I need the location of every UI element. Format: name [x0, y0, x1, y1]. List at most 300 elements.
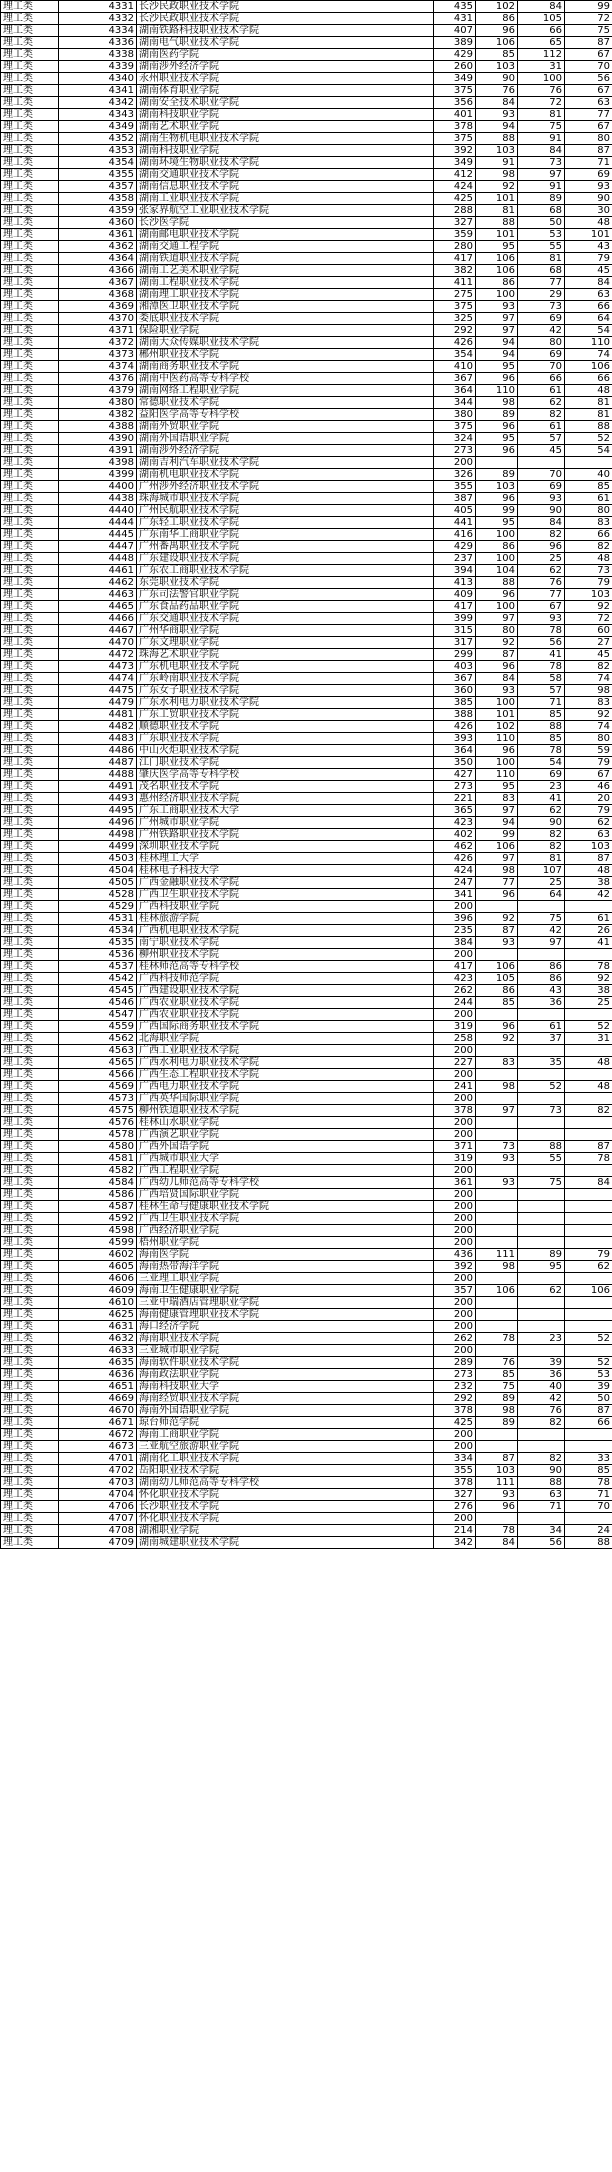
school-name-cell: 肇庆医学高等专科学校 — [137, 769, 434, 781]
score-4-cell: 80 — [565, 133, 612, 145]
score-4-cell: 72 — [565, 613, 612, 625]
score-2-cell — [476, 1429, 518, 1441]
school-name-cell: 湖南大众传媒职业技术学院 — [137, 337, 434, 349]
school-name-cell: 湖南铁道职业技术学院 — [137, 253, 434, 265]
score-4-cell: 79 — [565, 1249, 612, 1261]
total-score-cell: 200 — [434, 1069, 476, 1081]
score-2-cell: 98 — [476, 397, 518, 409]
table-row — [1, 685, 612, 697]
score-4-cell: 103 — [565, 589, 612, 601]
score-3-cell: 56 — [518, 1537, 565, 1549]
school-name-cell: 广东交通职业技术学院 — [137, 613, 434, 625]
category-cell: 理工类 — [1, 1501, 59, 1513]
category-cell: 理工类 — [1, 541, 59, 553]
school-code-cell: 4448 — [59, 553, 137, 565]
score-2-cell: 110 — [476, 385, 518, 397]
table-row — [1, 1429, 612, 1441]
score-2-cell: 106 — [476, 841, 518, 853]
score-4-cell: 63 — [565, 289, 612, 301]
total-score-cell: 241 — [434, 1081, 476, 1093]
school-name-cell: 湖南体育职业学院 — [137, 85, 434, 97]
score-4-cell: 61 — [565, 913, 612, 925]
school-name-cell: 广西城市职业大学 — [137, 1153, 434, 1165]
score-4-cell: 73 — [565, 565, 612, 577]
category-cell: 理工类 — [1, 1033, 59, 1045]
score-3-cell: 68 — [518, 205, 565, 217]
school-name-cell: 三亚航空旅游职业学院 — [137, 1441, 434, 1453]
score-2-cell — [476, 1201, 518, 1213]
school-code-cell: 4704 — [59, 1489, 137, 1501]
school-code-cell: 4339 — [59, 61, 137, 73]
school-code-cell: 4398 — [59, 457, 137, 469]
category-cell: 理工类 — [1, 1069, 59, 1081]
category-cell: 理工类 — [1, 229, 59, 241]
school-name-cell: 湖南城建职业技术学院 — [137, 1537, 434, 1549]
score-4-cell: 40 — [565, 469, 612, 481]
category-cell: 理工类 — [1, 361, 59, 373]
total-score-cell: 214 — [434, 1525, 476, 1537]
score-4-cell: 66 — [565, 301, 612, 313]
total-score-cell: 364 — [434, 385, 476, 397]
total-score-cell: 319 — [434, 1021, 476, 1033]
score-4-cell: 43 — [565, 241, 612, 253]
score-4-cell: 84 — [565, 277, 612, 289]
table-row — [1, 481, 612, 493]
score-2-cell: 95 — [476, 241, 518, 253]
school-code-cell: 4487 — [59, 757, 137, 769]
school-name-cell: 广西卫生职业技术学院 — [137, 889, 434, 901]
score-4-cell: 62 — [565, 1261, 612, 1273]
score-3-cell: 97 — [518, 937, 565, 949]
school-code-cell: 4499 — [59, 841, 137, 853]
score-4-cell — [565, 1093, 612, 1105]
score-3-cell: 91 — [518, 133, 565, 145]
total-score-cell: 385 — [434, 697, 476, 709]
total-score-cell: 344 — [434, 397, 476, 409]
category-cell: 理工类 — [1, 397, 59, 409]
total-score-cell: 349 — [434, 157, 476, 169]
score-2-cell — [476, 949, 518, 961]
school-code-cell: 4505 — [59, 877, 137, 889]
score-4-cell: 67 — [565, 49, 612, 61]
school-code-cell: 4368 — [59, 289, 137, 301]
score-4-cell: 87 — [565, 1405, 612, 1417]
total-score-cell: 382 — [434, 265, 476, 277]
category-cell: 理工类 — [1, 985, 59, 997]
score-2-cell: 96 — [476, 445, 518, 457]
score-3-cell: 84 — [518, 517, 565, 529]
school-name-cell: 广东文理职业学院 — [137, 637, 434, 649]
school-name-cell: 海南职业技术学院 — [137, 1333, 434, 1345]
table-row — [1, 1537, 612, 1549]
total-score-cell: 200 — [434, 1441, 476, 1453]
total-score-cell: 200 — [434, 1189, 476, 1201]
score-2-cell: 103 — [476, 145, 518, 157]
score-4-cell — [565, 1045, 612, 1057]
score-3-cell: 107 — [518, 865, 565, 877]
score-3-cell: 105 — [518, 13, 565, 25]
score-4-cell — [565, 1513, 612, 1525]
school-code-cell: 4361 — [59, 229, 137, 241]
score-3-cell — [518, 1237, 565, 1249]
school-name-cell: 海南热带海洋学院 — [137, 1261, 434, 1273]
total-score-cell: 227 — [434, 1057, 476, 1069]
table-row — [1, 1393, 612, 1405]
school-name-cell: 广西培贤国际职业学院 — [137, 1189, 434, 1201]
category-cell: 理工类 — [1, 277, 59, 289]
total-score-cell: 375 — [434, 85, 476, 97]
total-score-cell: 342 — [434, 1537, 476, 1549]
school-code-cell: 4576 — [59, 1117, 137, 1129]
school-code-cell: 4466 — [59, 613, 137, 625]
table-row — [1, 1441, 612, 1453]
total-score-cell: 426 — [434, 853, 476, 865]
school-code-cell: 4438 — [59, 493, 137, 505]
school-name-cell: 湖南涉外经济学院 — [137, 445, 434, 457]
total-score-cell: 378 — [434, 1405, 476, 1417]
total-score-cell: 200 — [434, 949, 476, 961]
school-code-cell: 4367 — [59, 277, 137, 289]
score-3-cell: 58 — [518, 673, 565, 685]
score-3-cell: 36 — [518, 997, 565, 1009]
category-cell: 理工类 — [1, 745, 59, 757]
table-row — [1, 925, 612, 937]
school-code-cell: 4545 — [59, 985, 137, 997]
school-code-cell: 4584 — [59, 1177, 137, 1189]
total-score-cell: 403 — [434, 661, 476, 673]
school-name-cell: 广东女子职业技术学院 — [137, 685, 434, 697]
total-score-cell: 299 — [434, 649, 476, 661]
total-score-cell: 384 — [434, 937, 476, 949]
score-3-cell: 76 — [518, 577, 565, 589]
school-name-cell: 湖南电气职业技术学院 — [137, 37, 434, 49]
school-code-cell: 4371 — [59, 325, 137, 337]
school-name-cell: 海南外国语职业学院 — [137, 1405, 434, 1417]
category-cell: 理工类 — [1, 205, 59, 217]
score-4-cell: 63 — [565, 829, 612, 841]
score-3-cell: 61 — [518, 421, 565, 433]
category-cell: 理工类 — [1, 1021, 59, 1033]
score-2-cell — [476, 1129, 518, 1141]
total-score-cell: 416 — [434, 529, 476, 541]
category-cell: 理工类 — [1, 433, 59, 445]
table-row — [1, 553, 612, 565]
score-3-cell — [518, 1165, 565, 1177]
school-code-cell: 4625 — [59, 1309, 137, 1321]
category-cell: 理工类 — [1, 193, 59, 205]
school-code-cell: 4671 — [59, 1417, 137, 1429]
score-3-cell — [518, 1129, 565, 1141]
school-name-cell: 湖南涉外经济学院 — [137, 61, 434, 73]
total-score-cell: 200 — [434, 1117, 476, 1129]
score-3-cell — [518, 1297, 565, 1309]
score-2-cell — [476, 1321, 518, 1333]
score-2-cell: 106 — [476, 1285, 518, 1297]
category-cell: 理工类 — [1, 457, 59, 469]
school-code-cell: 4569 — [59, 1081, 137, 1093]
school-code-cell: 4331 — [59, 1, 137, 13]
score-4-cell: 63 — [565, 97, 612, 109]
school-code-cell: 4390 — [59, 433, 137, 445]
total-score-cell: 319 — [434, 1153, 476, 1165]
score-3-cell: 52 — [518, 1081, 565, 1093]
school-code-cell: 4632 — [59, 1333, 137, 1345]
category-cell: 理工类 — [1, 169, 59, 181]
score-4-cell: 88 — [565, 1537, 612, 1549]
school-code-cell: 4636 — [59, 1369, 137, 1381]
total-score-cell: 361 — [434, 1177, 476, 1189]
table-row — [1, 1309, 612, 1321]
school-name-cell: 海南经贸职业技术学院 — [137, 1393, 434, 1405]
score-2-cell — [476, 1045, 518, 1057]
score-3-cell: 89 — [518, 193, 565, 205]
score-2-cell: 101 — [476, 709, 518, 721]
table-row — [1, 1489, 612, 1501]
school-code-cell: 4475 — [59, 685, 137, 697]
school-code-cell: 4481 — [59, 709, 137, 721]
category-cell: 理工类 — [1, 1405, 59, 1417]
school-code-cell: 4461 — [59, 565, 137, 577]
score-3-cell: 85 — [518, 709, 565, 721]
school-name-cell: 常德职业技术学院 — [137, 397, 434, 409]
total-score-cell: 431 — [434, 13, 476, 25]
score-4-cell: 99 — [565, 1, 612, 13]
score-2-cell: 98 — [476, 1405, 518, 1417]
table-row — [1, 1165, 612, 1177]
category-cell: 理工类 — [1, 241, 59, 253]
category-cell: 理工类 — [1, 25, 59, 37]
score-4-cell — [565, 1237, 612, 1249]
table-row — [1, 1141, 612, 1153]
score-3-cell: 78 — [518, 745, 565, 757]
table-row — [1, 253, 612, 265]
score-3-cell: 68 — [518, 265, 565, 277]
table-row — [1, 649, 612, 661]
score-2-cell: 89 — [476, 1417, 518, 1429]
table-row — [1, 1009, 612, 1021]
category-cell: 理工类 — [1, 49, 59, 61]
school-name-cell: 南宁职业技术学院 — [137, 937, 434, 949]
score-4-cell: 80 — [565, 505, 612, 517]
score-4-cell: 84 — [565, 1177, 612, 1189]
category-cell: 理工类 — [1, 769, 59, 781]
school-name-cell: 柳州铁道职业技术学院 — [137, 1105, 434, 1117]
score-4-cell — [565, 1297, 612, 1309]
table-row — [1, 949, 612, 961]
table-row — [1, 265, 612, 277]
score-2-cell — [476, 1345, 518, 1357]
total-score-cell: 426 — [434, 721, 476, 733]
category-cell: 理工类 — [1, 1489, 59, 1501]
score-3-cell: 80 — [518, 337, 565, 349]
school-name-cell: 广东建设职业技术学院 — [137, 553, 434, 565]
score-2-cell: 90 — [476, 73, 518, 85]
score-2-cell: 97 — [476, 805, 518, 817]
category-cell: 理工类 — [1, 373, 59, 385]
score-4-cell: 78 — [565, 961, 612, 973]
category-cell: 理工类 — [1, 1513, 59, 1525]
category-cell: 理工类 — [1, 1189, 59, 1201]
score-2-cell: 111 — [476, 1249, 518, 1261]
total-score-cell: 423 — [434, 973, 476, 985]
school-name-cell: 海南医学院 — [137, 1249, 434, 1261]
score-4-cell: 48 — [565, 1057, 612, 1069]
table-row — [1, 385, 612, 397]
school-code-cell: 4495 — [59, 805, 137, 817]
score-3-cell: 75 — [518, 121, 565, 133]
table-row — [1, 1057, 612, 1069]
table-row — [1, 973, 612, 985]
school-code-cell: 4360 — [59, 217, 137, 229]
school-code-cell: 4493 — [59, 793, 137, 805]
category-cell: 理工类 — [1, 1093, 59, 1105]
score-3-cell: 96 — [518, 541, 565, 553]
school-code-cell: 4586 — [59, 1189, 137, 1201]
score-4-cell — [565, 1429, 612, 1441]
total-score-cell: 378 — [434, 121, 476, 133]
total-score-cell: 200 — [434, 1429, 476, 1441]
score-3-cell: 89 — [518, 1249, 565, 1261]
total-score-cell: 200 — [434, 1297, 476, 1309]
school-code-cell: 4354 — [59, 157, 137, 169]
school-code-cell: 4709 — [59, 1537, 137, 1549]
category-cell: 理工类 — [1, 493, 59, 505]
school-code-cell: 4352 — [59, 133, 137, 145]
score-2-cell: 99 — [476, 829, 518, 841]
total-score-cell: 262 — [434, 985, 476, 997]
score-3-cell: 40 — [518, 1381, 565, 1393]
score-4-cell: 71 — [565, 1489, 612, 1501]
score-2-cell: 96 — [476, 589, 518, 601]
score-2-cell — [476, 457, 518, 469]
school-code-cell: 4587 — [59, 1201, 137, 1213]
table-row — [1, 1333, 612, 1345]
score-4-cell: 106 — [565, 361, 612, 373]
table-row — [1, 1477, 612, 1489]
score-2-cell: 80 — [476, 625, 518, 637]
total-score-cell: 317 — [434, 637, 476, 649]
school-code-cell: 4606 — [59, 1273, 137, 1285]
school-name-cell: 深圳职业技术学院 — [137, 841, 434, 853]
category-cell: 理工类 — [1, 961, 59, 973]
score-4-cell: 27 — [565, 637, 612, 649]
total-score-cell: 427 — [434, 769, 476, 781]
total-score-cell: 367 — [434, 673, 476, 685]
table-row — [1, 1021, 612, 1033]
school-code-cell: 4631 — [59, 1321, 137, 1333]
table-row — [1, 1105, 612, 1117]
school-name-cell: 广西卫生职业技术学院 — [137, 1213, 434, 1225]
score-4-cell: 31 — [565, 1033, 612, 1045]
total-score-cell: 388 — [434, 709, 476, 721]
total-score-cell: 364 — [434, 745, 476, 757]
score-3-cell: 53 — [518, 229, 565, 241]
total-score-cell: 378 — [434, 1105, 476, 1117]
score-4-cell: 74 — [565, 673, 612, 685]
score-3-cell: 76 — [518, 1405, 565, 1417]
school-name-cell: 广东南华工商职业学院 — [137, 529, 434, 541]
score-2-cell: 110 — [476, 733, 518, 745]
score-2-cell: 96 — [476, 745, 518, 757]
school-code-cell: 4542 — [59, 973, 137, 985]
total-score-cell: 200 — [434, 1201, 476, 1213]
school-name-cell: 湖南外国语职业学院 — [137, 433, 434, 445]
table-row — [1, 217, 612, 229]
school-code-cell: 4670 — [59, 1405, 137, 1417]
score-2-cell: 98 — [476, 1081, 518, 1093]
school-code-cell: 4463 — [59, 589, 137, 601]
school-code-cell: 4547 — [59, 1009, 137, 1021]
table-row — [1, 469, 612, 481]
table-row — [1, 961, 612, 973]
table-row — [1, 121, 612, 133]
school-name-cell: 三亚理工职业学院 — [137, 1273, 434, 1285]
school-name-cell: 海南科技职业大学 — [137, 1381, 434, 1393]
score-2-cell: 105 — [476, 973, 518, 985]
total-score-cell: 292 — [434, 1393, 476, 1405]
score-4-cell: 82 — [565, 1105, 612, 1117]
school-code-cell: 4535 — [59, 937, 137, 949]
total-score-cell: 399 — [434, 613, 476, 625]
score-4-cell — [565, 1309, 612, 1321]
school-name-cell: 琼台师范学院 — [137, 1417, 434, 1429]
score-3-cell: 36 — [518, 1369, 565, 1381]
table-row — [1, 1033, 612, 1045]
total-score-cell: 360 — [434, 685, 476, 697]
score-2-cell: 98 — [476, 169, 518, 181]
score-3-cell — [518, 1309, 565, 1321]
score-2-cell: 96 — [476, 493, 518, 505]
school-code-cell: 4355 — [59, 169, 137, 181]
school-code-cell: 4474 — [59, 673, 137, 685]
school-code-cell: 4400 — [59, 481, 137, 493]
category-cell: 理工类 — [1, 1213, 59, 1225]
school-code-cell: 4370 — [59, 313, 137, 325]
total-score-cell: 200 — [434, 1273, 476, 1285]
score-4-cell: 24 — [565, 1525, 612, 1537]
score-4-cell: 110 — [565, 337, 612, 349]
score-2-cell — [476, 1297, 518, 1309]
total-score-cell: 417 — [434, 253, 476, 265]
table-row — [1, 1237, 612, 1249]
school-code-cell: 4565 — [59, 1057, 137, 1069]
score-2-cell — [476, 1513, 518, 1525]
school-code-cell: 4391 — [59, 445, 137, 457]
school-code-cell: 4562 — [59, 1033, 137, 1045]
score-2-cell: 100 — [476, 529, 518, 541]
total-score-cell: 375 — [434, 421, 476, 433]
score-3-cell: 72 — [518, 97, 565, 109]
table-row — [1, 109, 612, 121]
score-4-cell: 90 — [565, 193, 612, 205]
table-row — [1, 985, 612, 997]
table-row — [1, 145, 612, 157]
table-row — [1, 229, 612, 241]
score-2-cell: 94 — [476, 817, 518, 829]
score-3-cell: 66 — [518, 25, 565, 37]
score-3-cell — [518, 1213, 565, 1225]
category-cell: 理工类 — [1, 265, 59, 277]
score-2-cell: 96 — [476, 889, 518, 901]
score-4-cell: 70 — [565, 61, 612, 73]
table-row — [1, 1369, 612, 1381]
score-3-cell: 42 — [518, 325, 565, 337]
table-row — [1, 1273, 612, 1285]
score-2-cell: 84 — [476, 97, 518, 109]
score-4-cell: 101 — [565, 229, 612, 241]
table-row — [1, 25, 612, 37]
score-3-cell: 91 — [518, 181, 565, 193]
